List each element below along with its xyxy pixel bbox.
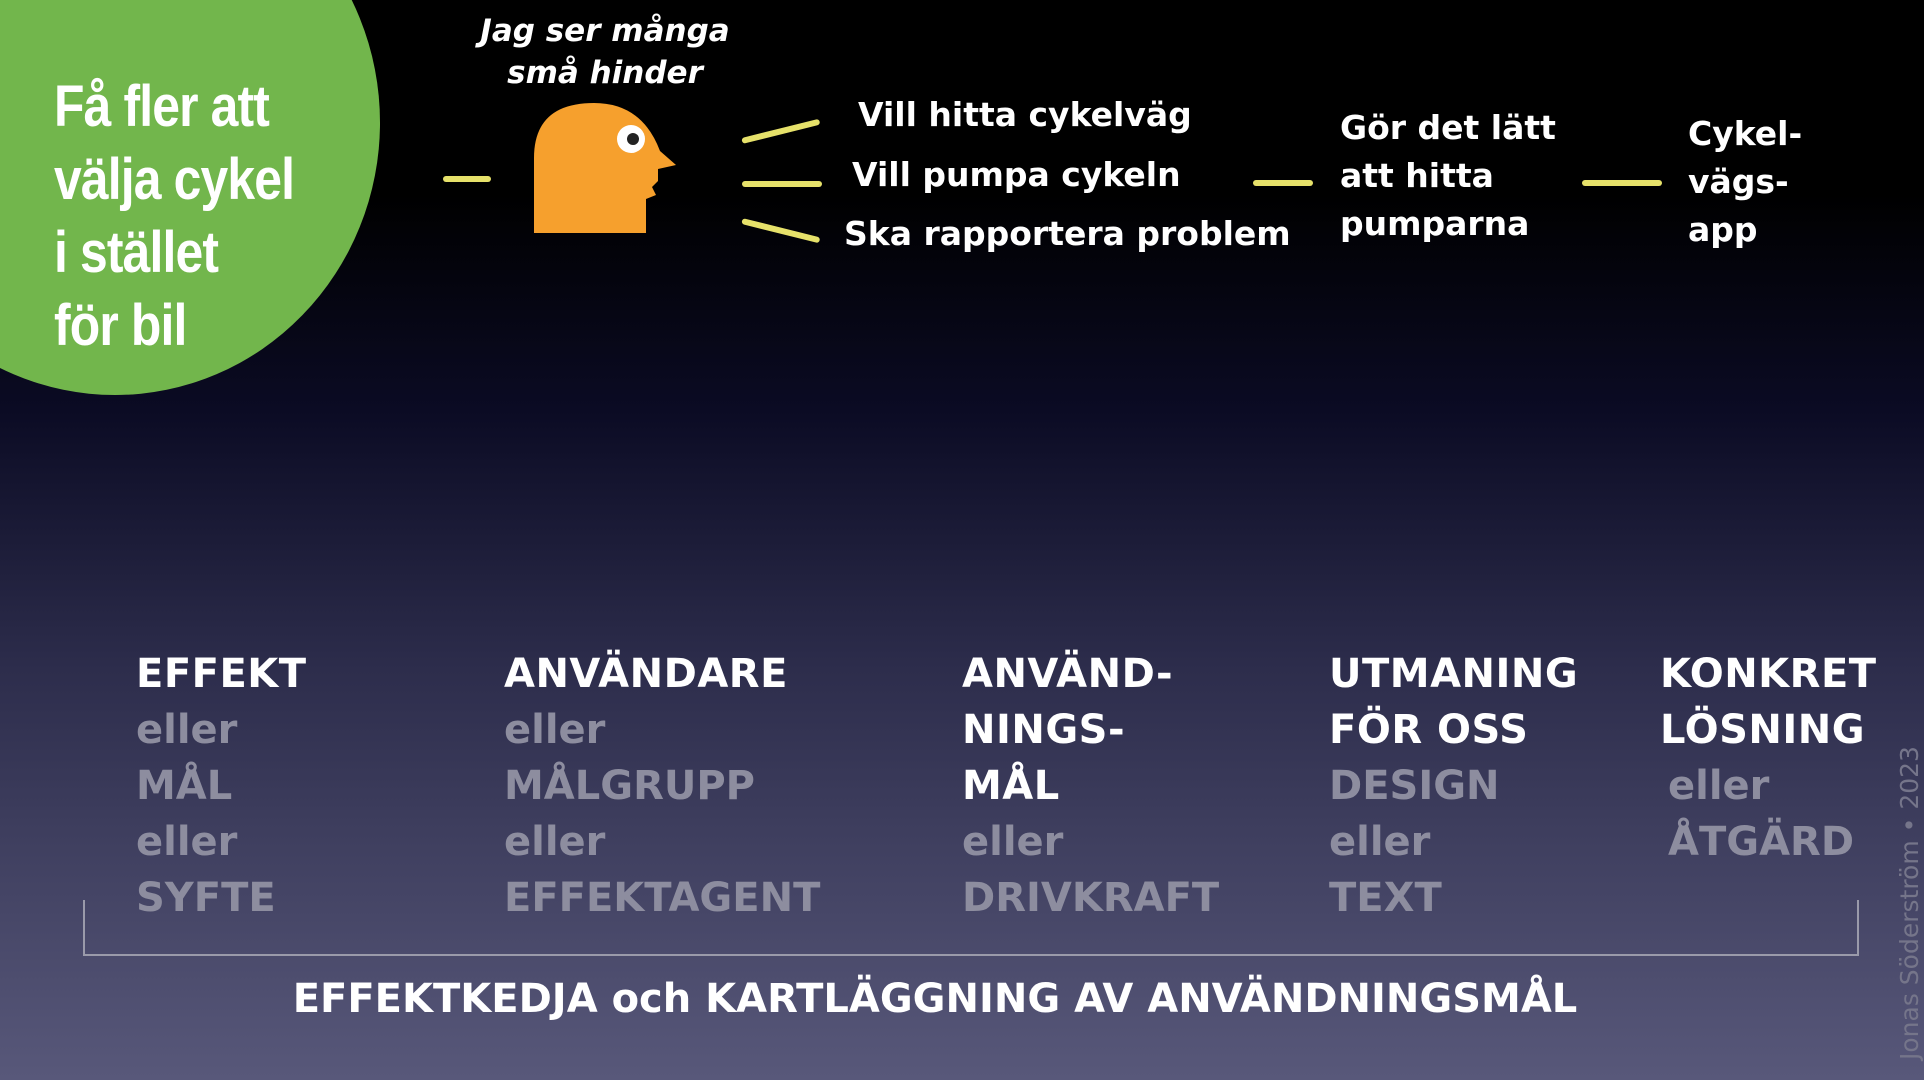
column-heading: UTMANING FÖR OSS [1329,651,1579,753]
column-sub: ÅTGÄRD [1668,819,1855,865]
copyright-text: Jonas Söderström • 2023 [1895,746,1924,1060]
column-utmaning [1329,646,1578,926]
column-sub: eller [1668,763,1770,809]
column-anvandare [504,646,820,926]
column-sub: eller [1329,819,1431,865]
goal-text: Få fler att välja cykel i stället för bil [54,74,295,358]
column-sub: eller [504,707,606,753]
connector-need-2 [742,181,822,187]
column-heading: EFFEKT [136,651,307,697]
column-sub: MÅL [136,763,233,809]
connector-challenge-solution [1582,180,1662,186]
person-head-icon [534,103,679,233]
column-sub: DESIGN [1329,763,1500,809]
connector-need-1 [741,119,820,144]
column-anvandningsmal [962,646,1219,926]
solution-text: Cykel- vägs- app [1688,114,1803,249]
column-heading: KONKRET LÖSNING [1660,651,1877,753]
column-effekt [136,646,307,926]
column-sub: TEXT [1329,875,1442,921]
challenge-text: Gör det lätt att hitta pumparna [1340,108,1556,243]
column-sub: eller [962,819,1064,865]
grouping-bracket [83,900,1859,956]
column-sub: SYFTE [136,875,276,921]
column-sub: MÅLGRUPP [504,763,755,809]
need-item-2: Vill pumpa cykeln [852,155,1181,194]
column-sub: DRIVKRAFT [962,875,1220,921]
user-caption: Jag ser många små hinder [480,13,730,91]
connector-need-3 [741,218,820,243]
column-sub: eller [136,819,238,865]
column-heading: ANVÄNDARE [504,651,788,697]
need-item-3: Ska rapportera problem [844,214,1291,253]
column-heading: ANVÄND- NINGS- MÅL [962,651,1174,809]
footer-title: EFFEKTKEDJA och KARTLÄGGNING AV ANVÄNDNINGSMÅL [292,976,1578,1022]
connector-need-challenge [1253,180,1313,186]
need-item-1: Vill hitta cykelväg [858,95,1192,134]
column-sub: eller [504,819,606,865]
connector-goal-user [443,176,491,182]
column-sub: eller [136,707,238,753]
column-konkret-losning [1660,646,1877,870]
column-sub: EFFEKTAGENT [504,875,821,921]
